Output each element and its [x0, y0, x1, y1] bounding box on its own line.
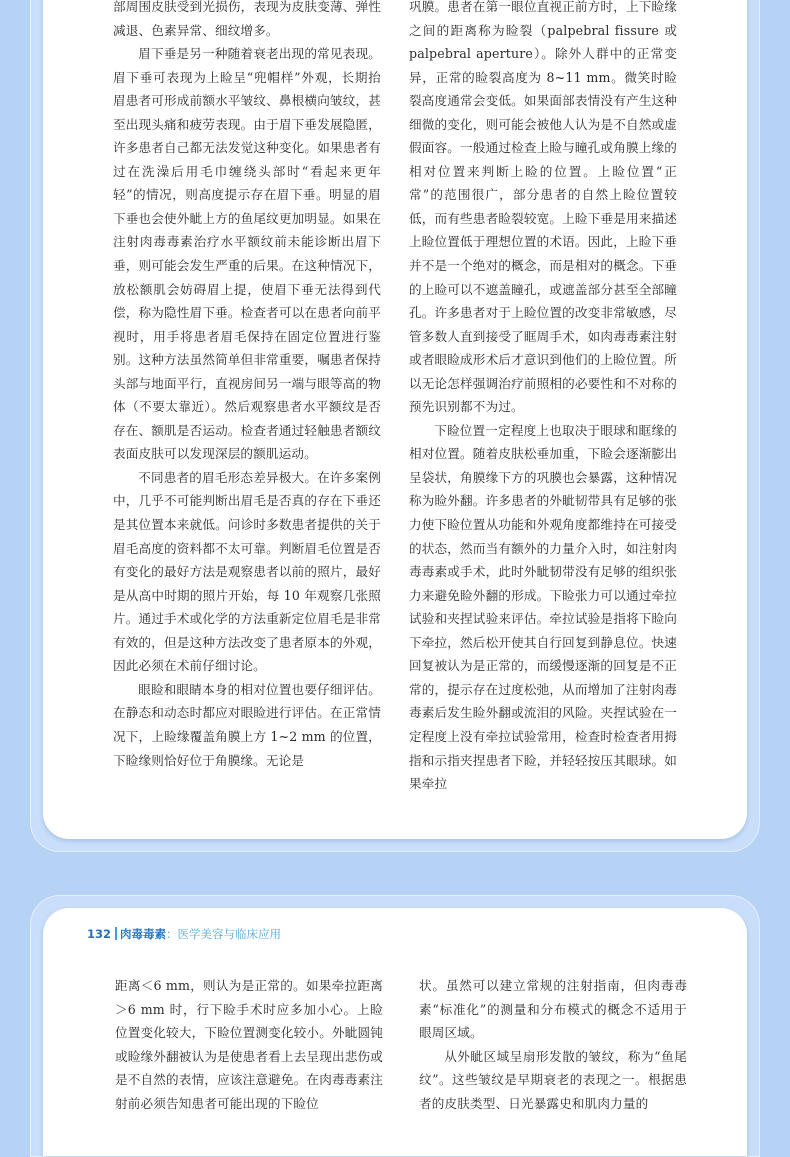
- paragraph: 眼睑和眼睛本身的相对位置也要仔细评估。在静态和动态时都应对眼睑进行评估。在正常情况下，上睑缘覆盖角膜上方 1~2 mm 的位置，下睑缘则恰好位于角膜缘。无论是: [113, 681, 381, 768]
- page-card-bottom: [30, 895, 760, 1157]
- text-column-left: [115, 974, 383, 1115]
- divider: [115, 927, 117, 940]
- book-title: 肉毒毒素: [120, 927, 167, 941]
- book-subtitle: ：医学美容与临床应用: [166, 927, 282, 941]
- paragraph: 下睑位置一定程度上也取决于眼球和眶缘的相对位置。随着皮肤松垂加重，下睑会逐渐膨出呈袋状，角膜缘下方的巩膜也会暴露，这种情况称为睑外翻。许多患者的外眦韧带具有足够的张力使下睑位置从功能和外观角度都维持在可接受的状态，然而当有额外的力量介入时，如注射肉毒毒素或手术，此时外眦韧带没有足够的组织张力来避免睑外翻的形成。下睑张力可以通过牵拉试验和夹捏试验来评估。牵拉试验是指将下睑向下牵拉，然后松开使其自行回复到静息位。快速回复被认为是正常的，而缓慢逐渐的回复是不正常的，提示存在过度松弛，从而增加了注射肉毒毒素后发生睑外翻或流泪的风险。夹捏试验在一定程度上没有牵拉试验常用，检查时检查者用拇指和示指夹捏患者下睑，并轻轻按压其眼球。如果牵拉: [409, 422, 677, 792]
- text-column-right: [409, 0, 677, 796]
- page-sheet-bottom: [43, 908, 747, 1156]
- page-sheet-top: [43, 0, 747, 839]
- paragraph: 距离＜6 mm，则认为是正常的。如果牵拉距离＞6 mm 时，行下睑手术时应多加小心。上睑位置变化较大，下睑位置测变化较小。外眦圆钝或睑缘外翻被认为是使患者看上去呈现出悲伤或是不自然的表情，应该注意避免。在肉毒毒素注射前必须告知患者可能出现的下睑位: [115, 978, 383, 1111]
- paragraph: 不同患者的眉毛形态差异极大。在许多案例中，几乎不可能判断出眉毛是否真的存在下垂还是其位置本来就低。问诊时多数患者提供的关于眉毛高度的资料都不太可靠。判断眉毛位置是否有变化的最好方法是观察患者以前的照片，最好是从高中时期的照片开始，每 10 年观察几张照片。通过手术或化学的方法重新定位眉毛是非常有效的，但是这种方法改变了患者原本的外观，因此必须在术前仔细讨论。: [113, 469, 381, 674]
- text-column-left: [113, 0, 381, 772]
- paragraph: 巩膜。患者在第一眼位直视正前方时，上下睑缘之间的距离称为睑裂（palpebral fissure 或 palpebral aperture）。除外人群中的正常变异，正常的睑裂高度为 8~11 mm。微笑时睑裂高度通常会变低。如果面部表情没有产生这种细微的变化，则可能会被他人认为是不自然或虚假面容。一般通过检查上睑与瞳孔或角膜上缘的相对位置来判断上睑的位置。上睑位置“正常”的范围很广，部分患者的自然上睑位置较低，而有些患者睑裂较宽。上睑下垂是用来描述上睑位置低于理想位置的术语。因此，上睑下垂并不是一个绝对的概念，而是相对的概念。下垂的上睑可以不遮盖瞳孔，或遮盖部分甚至全部瞳孔。许多患者对于上睑位置的改变非常敏感，尽管多数人直到接受了眶周手术，如肉毒毒素注射或者眼睑成形术后才意识到他们的上睑位置。所以无论怎样强调治疗前照相的必要性和不对称的预先识别都不为过。: [409, 0, 677, 415]
- text-column-right: [419, 974, 687, 1115]
- paragraph: 状。虽然可以建立常规的注射指南，但肉毒毒素“标准化”的测量和分布模式的概念不适用于眼周区域。: [419, 978, 687, 1041]
- running-head: [87, 924, 281, 944]
- page-card-top: [30, 0, 760, 852]
- paragraph: 从外眦区域呈扇形发散的皱纹，称为“鱼尾纹”。这些皱纹是早期衰老的表现之一。根据患者的皮肤类型、日光暴露史和肌肉力量的: [419, 1048, 687, 1111]
- page-number: 132: [87, 927, 112, 941]
- paragraph: 眉下垂是另一种随着衰老出现的常见表现。眉下垂可表现为上睑呈“兜帽样”外观，长期抬眉患者可形成前额水平皱纹、鼻根横向皱纹，甚至出现头痛和疲劳表现。由于眉下垂发展隐匿，许多患者自己都无法发觉这种变化。如果患者有过在洗澡后用毛巾缠绕头部时“看起来更年轻”的情况，则高度提示存在眉下垂。明显的眉下垂也会使外眦上方的鱼尾纹更加明显。如果在注射肉毒毒素治疗水平额纹前未能诊断出眉下垂，则可能会发生严重的后果。在这种情况下，放松额肌会妨碍眉上提，使眉下垂无法得到代偿，称为隐性眉下垂。检查者可以在患者向前平视时，用手将患者眉毛保持在固定位置进行鉴别。这种方法虽然简单但非常重要，嘱患者保持头部与地面平行，直视房间另一端与眼等高的物体（不要太靠近）。然后观察患者水平额纹是否存在、额肌是否运动。检查者通过轻触患者额纹表面皮肤可以发现深层的额肌运动。: [113, 46, 381, 462]
- paragraph: 部周围皮肤受到光损伤，表现为皮肤变薄、弹性减退、色素异常、细纹增多。: [113, 0, 381, 38]
